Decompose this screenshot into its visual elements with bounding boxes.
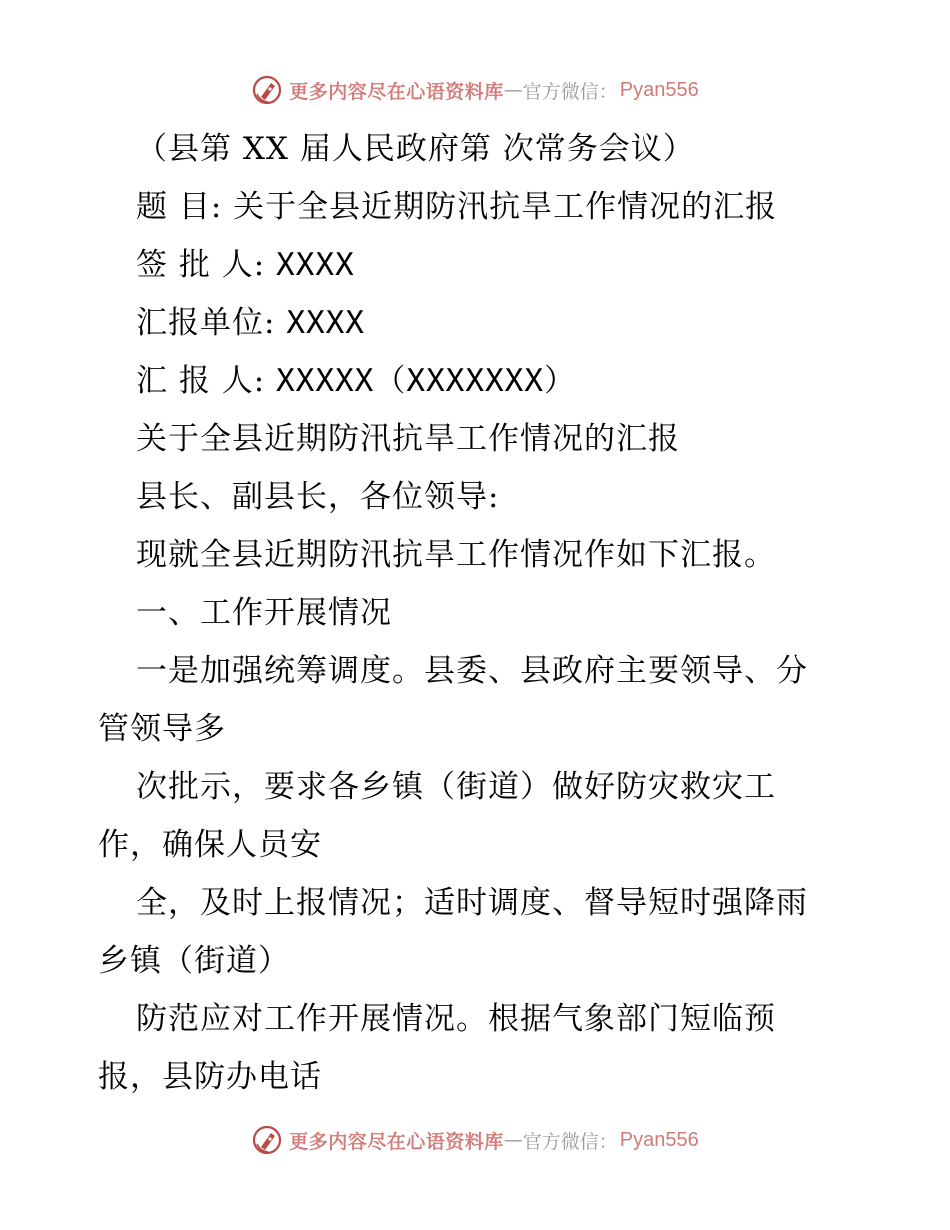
pen-nib-circle-icon [251,1124,283,1156]
meeting-line: （县第 XX 届人民政府第 次常务会议） [136,131,695,167]
watermark-header [0,72,950,108]
watermark-wechat-id: Pyan556 [619,1128,699,1151]
watermark-main-text: 更多内容尽在心语资料库 [289,1130,504,1153]
pen-nib-circle-icon [251,74,283,106]
paragraph-line: 乡镇（街道） [98,943,290,979]
document-heading: 关于全县近期防汛抗旱工作情况的汇报 [136,421,680,457]
watermark-separator: — [503,79,523,101]
signer-row [98,236,858,294]
reporter-value: XXXXX（XXXXXXX） [276,363,576,399]
paragraph-line: 次批示，要求各乡镇（街道）做好防灾救灾工 [136,769,776,805]
watermark-wechat-id: Pyan556 [619,78,699,101]
signer-label: 签 批 人: [136,247,266,283]
unit-label: 汇报单位: [136,305,276,341]
reporter-row [98,352,858,410]
paragraph-line: 作，确保人员安 [98,827,322,863]
paragraph-line: 防范应对工作开展情况。根据气象部门短临预 [136,1001,776,1037]
reporter-label: 汇 报 人: [136,363,266,399]
watermark-footer [0,1122,950,1158]
watermark-official-label: 官方微信： [522,1130,618,1153]
topic-row [98,178,858,236]
topic-label: 题 目: [136,189,223,225]
section-heading-1: 一、工作开展情况 [136,595,392,631]
topic-value: 关于全县近期防汛抗旱工作情况的汇报 [233,189,778,225]
watermark-official-label: 官方微信： [522,80,618,103]
paragraph-line: 报，县防办电话 [98,1059,322,1095]
watermark-main-text: 更多内容尽在心语资料库 [289,80,504,103]
unit-row [98,294,858,352]
paragraph-line: 全，及时上报情况；适时调度、督导短时强降雨 [136,885,808,921]
unit-value: XXXX [286,305,365,341]
intro-paragraph: 现就全县近期防汛抗旱工作情况作如下汇报。 [136,537,776,573]
paragraph-line: 管领导多 [98,711,226,747]
paragraph-line: 一是加强统筹调度。县委、县政府主要领导、分 [136,653,808,689]
salutation: 县长、副县长，各位领导: [136,479,500,515]
document-body [98,120,858,1106]
signer-value: XXXX [276,247,355,283]
watermark-separator: — [503,1129,523,1151]
